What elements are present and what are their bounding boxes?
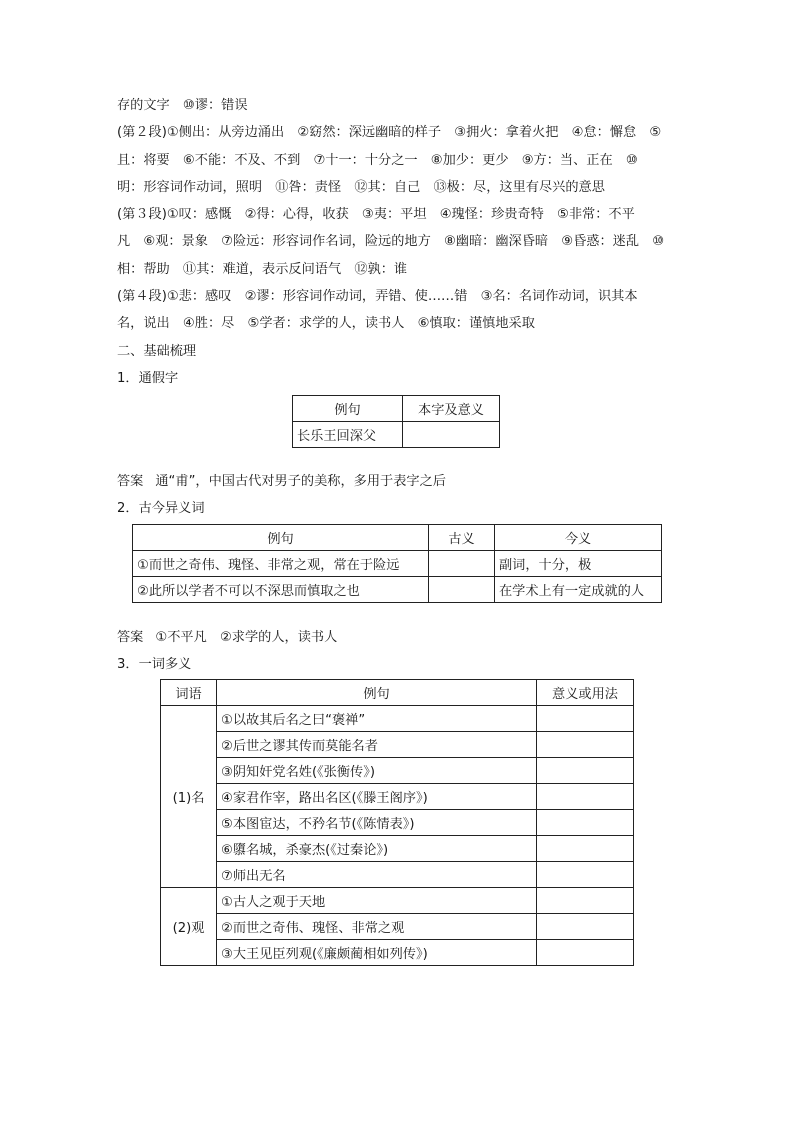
col-header-example: 例句 xyxy=(217,679,537,705)
table-row xyxy=(161,809,634,835)
answer-text: 通“甫”，中国古代对男子的美称，多用于表字之后 xyxy=(155,474,446,490)
table-row xyxy=(293,422,500,448)
tongjiazi-table xyxy=(292,395,500,448)
modern-cell: 副词，十分，极 xyxy=(495,550,662,576)
answer-text: ①不平凡 ②求学的人，读书人 xyxy=(155,629,338,645)
table-row xyxy=(161,731,634,757)
answer-label: 答案 xyxy=(117,474,144,490)
glossary-line: 相：帮助 ⑪其：难道，表示反问语气 ⑫孰：谁 xyxy=(117,261,408,277)
glossary-notes xyxy=(117,92,682,338)
subsection-title-gujinyiyi: 2．古今异义词 xyxy=(117,501,205,517)
glossary-line: (第４段)①悲：感叹 ②谬：形容词作动词，弄错、使……错 ③名：名词作动词，识其本 xyxy=(117,289,638,305)
usage-cell xyxy=(537,783,634,809)
col-header-usage: 意义或用法 xyxy=(537,679,634,705)
col-header-example: 例句 xyxy=(293,396,403,422)
example-cell: ④家君作宰，路出名区(《滕王阁序》) xyxy=(217,783,537,809)
table-row xyxy=(133,550,662,576)
table-row xyxy=(161,757,634,783)
example-cell: ①古人之观于天地 xyxy=(217,887,537,913)
usage-cell xyxy=(537,861,634,887)
usage-cell xyxy=(537,939,634,965)
word-cell-guan: (2)观 xyxy=(161,887,217,965)
example-cell: ②而世之奇伟、瑰怪、非常之观 xyxy=(217,913,537,939)
table-header-row xyxy=(293,396,500,422)
table-row xyxy=(161,835,634,861)
example-cell: ⑤本图宦达，不矜名节(《陈情表》) xyxy=(217,809,537,835)
usage-cell xyxy=(537,809,634,835)
answer-label: 答案 xyxy=(117,629,144,645)
usage-cell xyxy=(537,731,634,757)
col-header-meaning: 本字及意义 xyxy=(403,396,500,422)
example-cell: ⑥隳名城，杀豪杰(《过秦论》) xyxy=(217,835,537,861)
col-header-ancient: 古义 xyxy=(429,524,495,550)
usage-cell xyxy=(537,705,634,731)
col-header-word: 词语 xyxy=(161,679,217,705)
table-row xyxy=(161,913,634,939)
glossary-line: 名，说出 ④胜：尽 ⑤学者：求学的人，读书人 ⑥慎取：谨慎地采取 xyxy=(117,316,535,332)
example-cell: ①而世之奇伟、瑰怪、非常之观，常在于险远 xyxy=(133,550,429,576)
word-cell-ming: (1)名 xyxy=(161,705,217,887)
glossary-line: 凡 ⑥观：景象 ⑦险远：形容词作名词，险远的地方 ⑧幽暗：幽深昏暗 ⑨昏惑：迷乱 ⑩ xyxy=(117,234,665,250)
table-row xyxy=(133,576,662,602)
glossary-line: 且：将要 ⑥不能：不及、不到 ⑦十一：十分之一 ⑧加少：更少 ⑨方：当、正在 ⑩ xyxy=(117,152,638,168)
subsection-title-yiciduoyi: 3．一词多义 xyxy=(117,656,192,672)
usage-cell xyxy=(537,757,634,783)
gujinyiyi-table xyxy=(132,524,662,603)
usage-cell xyxy=(537,835,634,861)
ancient-cell xyxy=(429,576,495,602)
example-cell: ③阴知奸党名姓(《张衡传》) xyxy=(217,757,537,783)
example-cell: ③大王见臣列观(《廉颇蔺相如列传》) xyxy=(217,939,537,965)
modern-cell: 在学术上有一定成就的人 xyxy=(495,576,662,602)
table-header-row xyxy=(133,524,662,550)
table-row xyxy=(161,705,634,731)
glossary-line: (第２段)①侧出：从旁边涌出 ②窈然：深远幽暗的样子 ③拥火：拿着火把 ④怠：懈怠 ⑤ xyxy=(117,125,662,141)
example-cell: ①以故其后名之曰“褒禅” xyxy=(217,705,537,731)
example-cell: ②后世之谬其传而莫能名者 xyxy=(217,731,537,757)
col-header-example: 例句 xyxy=(133,524,429,550)
usage-cell xyxy=(537,913,634,939)
answer-tongjiazi xyxy=(117,468,682,495)
table-row xyxy=(161,783,634,809)
table-header-row xyxy=(161,679,634,705)
col-header-modern: 今义 xyxy=(495,524,662,550)
table-row xyxy=(161,887,634,913)
section-title: 二、基础梳理 xyxy=(117,343,197,359)
example-cell: ②此所以学者不可以不深思而慎取之也 xyxy=(133,576,429,602)
ancient-cell xyxy=(429,550,495,576)
glossary-line: (第３段)①叹：感慨 ②得：心得，收获 ③夷：平坦 ④瑰怪：珍贵奇特 ⑤非常：不平 xyxy=(117,207,635,223)
table-row xyxy=(161,861,634,887)
glossary-line: 明：形容词作动词，照明 ⑪咎：责怪 ⑫其：自己 ⑬极：尽，这里有尽兴的意思 xyxy=(117,179,605,195)
yiciduoyi-table xyxy=(160,679,634,966)
answer-gujinyiyi xyxy=(117,624,682,651)
usage-cell xyxy=(537,887,634,913)
example-cell: ⑦师出无名 xyxy=(217,861,537,887)
example-cell: 长乐王回深父 xyxy=(293,422,403,448)
document-page xyxy=(117,92,682,966)
table-row xyxy=(161,939,634,965)
meaning-cell xyxy=(403,422,500,448)
glossary-line: 存的文字 ⑩谬：错误 xyxy=(117,98,248,113)
subsection-title-tongjiazi: 1．通假字 xyxy=(117,370,179,386)
